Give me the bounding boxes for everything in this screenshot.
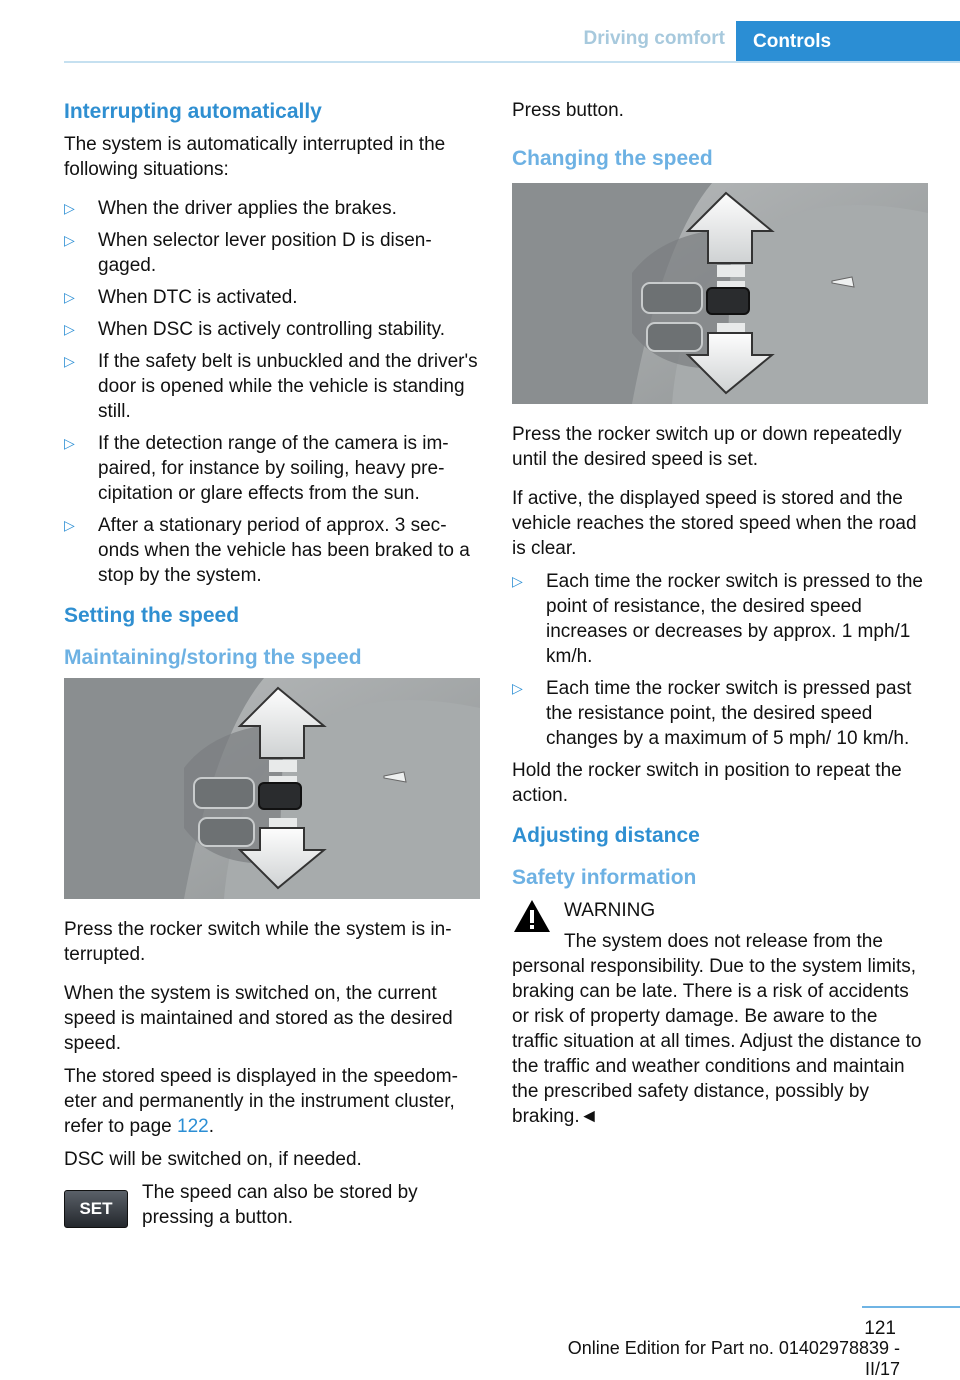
edition-note: Online Edition for Part no. 01402978839 - II/17 — [567, 1338, 900, 1379]
page-number: 121 — [864, 1318, 896, 1339]
footer-rule — [862, 1306, 960, 1308]
para-rocker-repeatedly: Press the rocker switch up or down repeatedly until the desired speed is set. — [512, 424, 902, 470]
para-press-rocker: Press the rocker switch while the system is interrupted. — [64, 919, 452, 965]
triangle-right-icon: ▷ — [64, 321, 75, 337]
interrupt-intro: The system is automatically interrupted in the following situations: — [64, 134, 446, 180]
heading-maintaining-speed: Maintaining/storing the speed — [64, 646, 362, 669]
triangle-right-icon: ▷ — [64, 200, 75, 216]
list-item: ▷ When selector lever position D is disengaged. — [64, 230, 432, 276]
set-button-icon: SET — [64, 1190, 128, 1228]
triangle-right-icon: ▷ — [64, 353, 75, 369]
list-item: ▷ If the detection range of the camera is impaired, for instance by soiling, heavy precipitation or glare effects from the sun. — [64, 433, 449, 504]
left-column — [64, 98, 480, 1232]
interrupt-list — [64, 196, 480, 588]
triangle-right-icon: ▷ — [64, 435, 75, 451]
list-item: ▷ Each time the rocker switch is pressed past the resistance point, the desired speed changes by a maximum of 5 mph/ 10 km/h. — [512, 678, 912, 749]
set-button-note — [64, 1180, 480, 1232]
header-tab: Controls — [736, 21, 960, 61]
list-item: ▷ Each time the rocker switch is pressed to the point of resistance, the desired speed increases or decreases by approx. 1 mph/1 km/h. — [512, 571, 923, 667]
para-dsc: DSC will be switched on, if needed. — [64, 1149, 362, 1170]
header-rule — [64, 61, 960, 63]
warning-line-1: The system does not release from the — [564, 931, 883, 952]
change-speed-list — [512, 569, 928, 751]
list-item: ▷ After a stationary period of approx. 3 seconds when the vehicle has been braked to a stop by the system. — [64, 515, 470, 586]
list-item: ▷ If the safety belt is unbuckled and the driver's door is opened while the vehicle is standing still. — [64, 351, 478, 422]
warning-title: WARNING — [564, 900, 656, 921]
right-column — [512, 98, 928, 1143]
list-item: ▷ When DSC is actively controlling stability. — [64, 319, 446, 340]
para-press-button: Press button. — [512, 100, 624, 121]
set-text: The speed can also be stored by pressing a button. — [142, 1182, 418, 1228]
steering-wheel-rocker-image-2 — [512, 183, 928, 404]
triangle-right-icon: ▷ — [64, 517, 75, 533]
heading-safety-information: Safety information — [512, 866, 697, 889]
warning-body: personal responsibility. Due to the system limits, braking can be late. There is a risk of accidents or risk of property damage. Be aware to the traffic situation at all times. Adjust the distance to the traffic and weather conditions and maintain the prescribed safety distance, possibly by braking.◄ — [512, 956, 922, 1127]
steering-wheel-rocker-image — [64, 678, 480, 899]
para-hold: Hold the rocker switch in position to repeat the action. — [512, 760, 902, 806]
triangle-right-icon: ▷ — [64, 289, 75, 305]
heading-changing-speed: Changing the speed — [512, 147, 713, 170]
list-item: ▷ When the driver applies the brakes. — [64, 198, 397, 219]
triangle-right-icon: ▷ — [512, 573, 523, 589]
triangle-right-icon: ▷ — [512, 680, 523, 696]
warning-block — [512, 898, 928, 1129]
triangle-right-icon: ▷ — [64, 232, 75, 248]
warning-triangle-icon — [512, 898, 552, 934]
para-switched-on: When the system is switched on, the current speed is maintained and stored as the desired speed. — [64, 983, 453, 1054]
header-section-title: Driving comfort — [583, 28, 725, 49]
heading-setting-speed: Setting the speed — [64, 604, 240, 627]
heading-interrupting: Interrupting automatically — [64, 100, 322, 123]
heading-adjusting-distance: Adjusting distance — [512, 824, 700, 847]
para-stored-speed: The stored speed is displayed in the speedometer and permanently in the instrument cluster, refer to page 122. — [64, 1066, 458, 1137]
para-if-active: If active, the displayed speed is stored and the vehicle reaches the stored speed when the road is clear. — [512, 488, 917, 559]
page-link[interactable]: 122 — [177, 1116, 209, 1137]
list-item: ▷ When DTC is activated. — [64, 287, 298, 308]
